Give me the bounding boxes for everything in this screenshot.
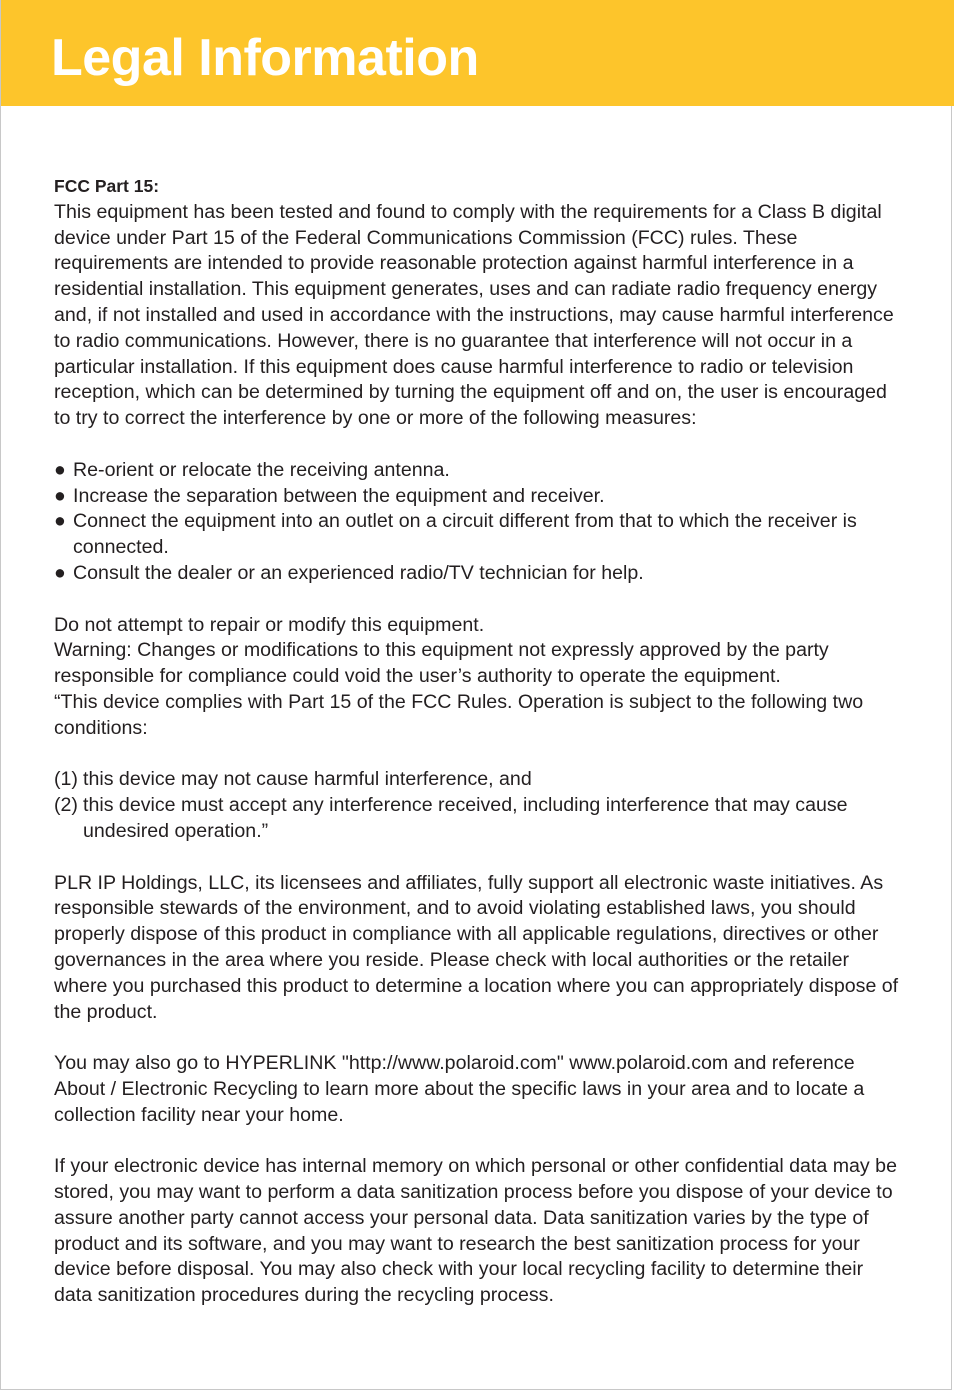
modification-warning: Warning: Changes or modifications to this equipment not expressly approved by the party responsible for compliance could void the user’s authority to operate the equipment. [54,639,829,688]
bullet-icon: ● [54,484,66,507]
list-item-text: Increase the separation between the equipment and receiver. [73,484,605,507]
fcc-compliance-statement: “This device complies with Part 15 of the FCC Rules. Operation is subject to the following two conditions: [54,690,864,739]
spacer [54,742,906,768]
list-item-text: Connect the equipment into an outlet on a circuit different from that to which the receiver is connected. [73,510,857,559]
condition-number: (2) [54,794,78,817]
condition-text: this device may not cause harmful interference, and [83,768,532,791]
bullet-icon: ● [54,458,66,481]
list-item [54,793,906,845]
list-item [54,767,906,793]
spacer [54,845,906,871]
spacer [54,587,906,613]
fcc-intro-paragraph: This equipment has been tested and found to comply with the requirements for a Class B digital device under Part 15 of the Federal Communications Commission (FCC) rules. These requirements are intended to provide reasonable protection against harmful interference in a residential installation. This equipment generates, uses and can radiate radio frequency energy and, if not installed and used in accordance with the instructions, may cause harmful interference to radio communications. However, there is no guarantee that interference will not occur in a particular installation. If this equipment does cause harmful interference to radio or television reception, which can be determined by turning the equipment off and on, the user is encouraged to try to correct the interference by one or more of the following measures: [54,200,894,430]
fcc-heading: FCC Part 15: [54,176,160,196]
repair-notice: Do not attempt to repair or modify this equipment. [54,613,485,636]
list-item [54,561,906,587]
bullet-icon: ● [54,510,66,533]
list-item [54,484,906,510]
recycling-paragraph: PLR IP Holdings, LLC, its licensees and affiliates, fully support all electronic waste initiatives. As responsible stewards of the environment, and to avoid violating established laws, you should properly dispose of this product in compliance with all applicable regulations, directives or other governances in the area where you reside. Please check with local authorities or the retailer where you purchased this product to determine a location where you can appropriately dispose of the product. [54,871,899,1023]
interference-measures-list [54,458,906,587]
condition-text: this device must accept any interference received, including interference that may cause undesired operation.” [83,794,848,842]
recycling-website-paragraph: You may also go to HYPERLINK "http://www.polaroid.com" www.polaroid.com and reference About / Electronic Recycling to learn more about the specific laws in your area and to locate a collection facility near your home. [54,1052,865,1126]
spacer [54,432,906,458]
list-item-text: Consult the dealer or an experienced radio/TV technician for help. [73,561,644,584]
page-header-bar [1,0,954,106]
data-sanitization-paragraph: If your electronic device has internal memory on which personal or other confidential data may be stored, you may want to perform a data sanitization process before you dispose of your device to assure another party cannot access your personal data. Data sanitization varies by the type of product and its software, and you may want to research the best sanitization process for your device before disposal. You may also check with your local recycling facility to determine their data sanitization procedures during the recycling process. [54,1155,897,1307]
operating-conditions-list [54,767,906,844]
list-item [54,509,906,561]
spacer [54,1025,906,1051]
spacer [54,1128,906,1154]
condition-number: (1) [54,768,78,791]
legal-content [54,174,906,1309]
page-title: Legal Information [51,29,479,87]
bullet-icon: ● [54,561,66,584]
list-item [54,458,906,484]
list-item-text: Re-orient or relocate the receiving antenna. [73,458,450,481]
